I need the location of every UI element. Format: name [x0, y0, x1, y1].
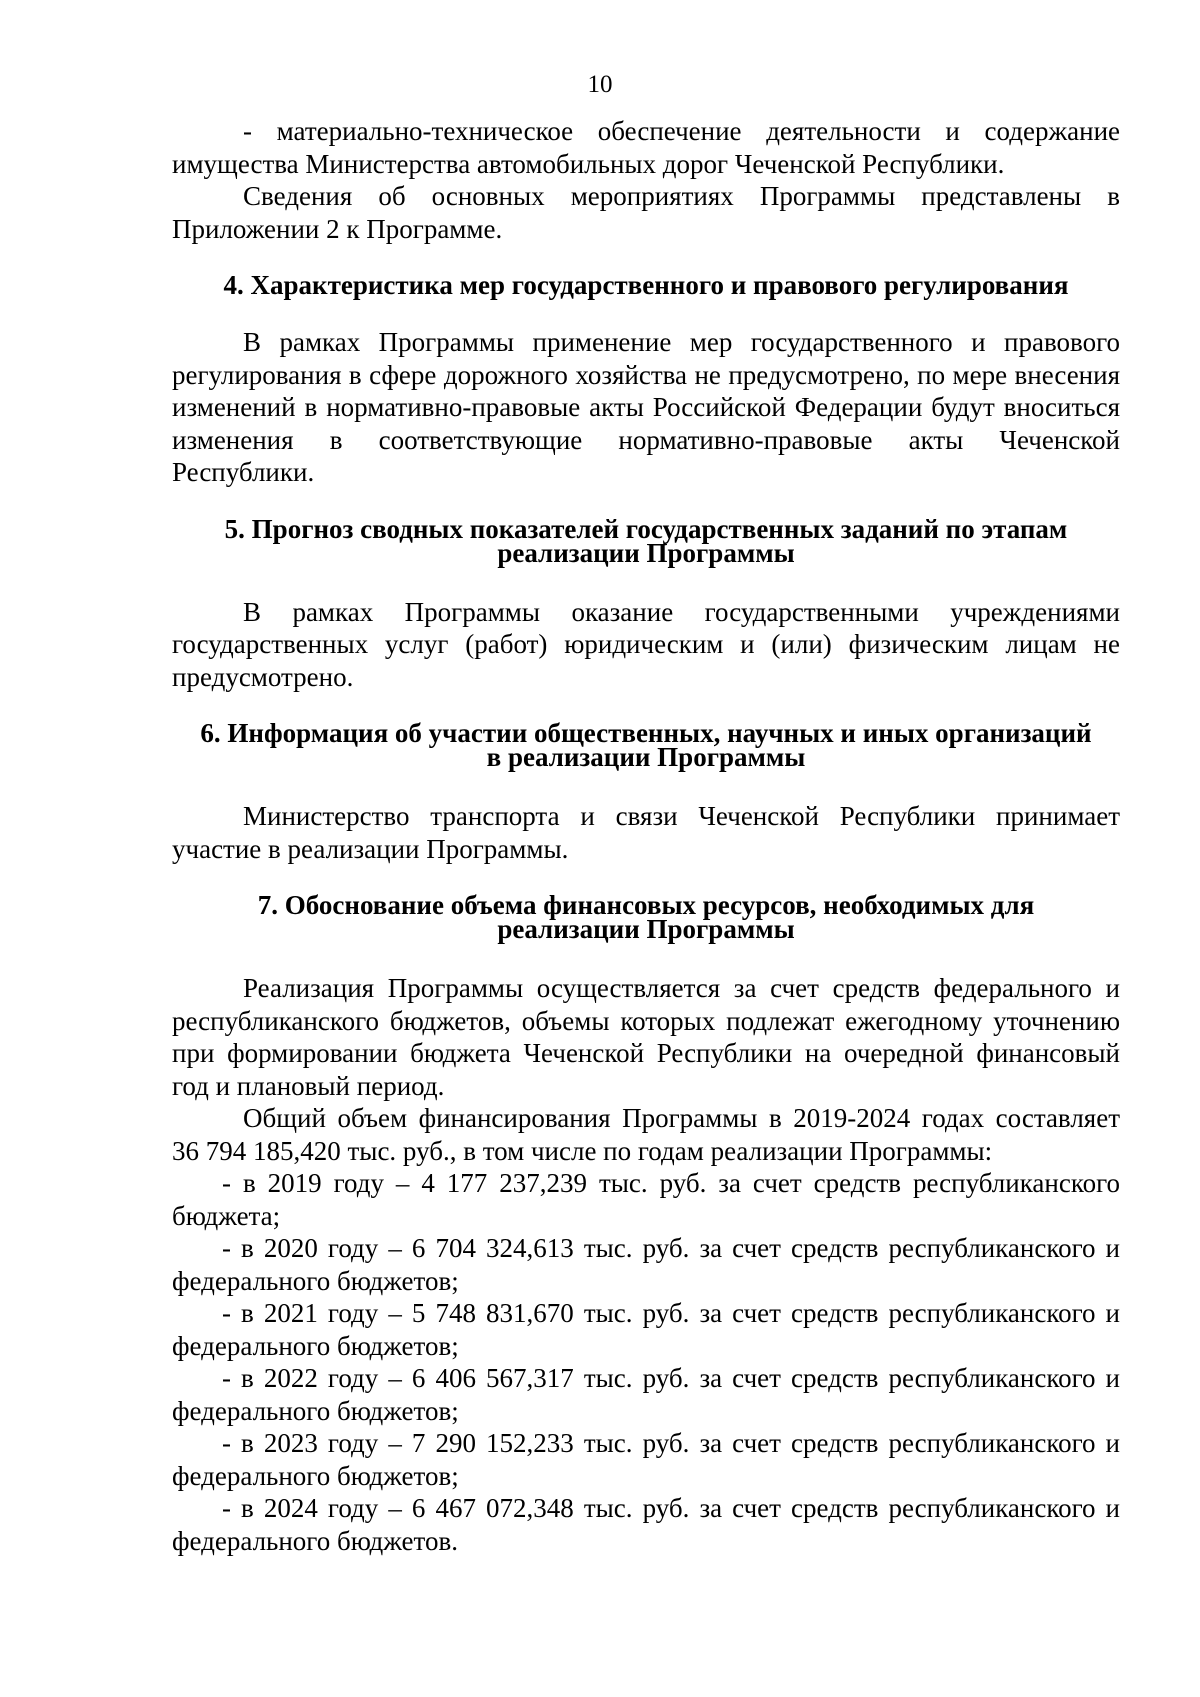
heading-line: реализации Программы [497, 914, 795, 944]
heading-line: 5. Прогноз сводных показателей государственных заданий по этапам [224, 513, 1068, 544]
section-5-heading [172, 513, 1120, 568]
heading-line: 4. Характеристика мер государственного и правового регулирования [223, 270, 1069, 300]
section-4-heading [172, 270, 1120, 300]
funding-year-item: - в 2022 году – 6 406 567,317 тыс. руб. за счет средств республиканского и федерального бюджетов; [172, 1363, 1120, 1426]
heading-line: 7. Обоснование объема финансовых ресурсов, необходимых для [257, 890, 1035, 920]
section-6-heading [172, 718, 1120, 772]
paragraph: В рамках Программы применение мер государственного и правового регулирования в сфере дорожного хозяйства не предусмотрено, по мере внесения изменений в нормативно-правовые акты Российской Федерации будут вноситься изменения в соответствующие нормативно-правовые акты Чеченской Республики. [172, 327, 1120, 487]
paragraph: - материально-техническое обеспечение деятельности и содержание имущества Министерства автомобильных дорог Чеченской Республики. [172, 116, 1120, 179]
funding-year-item: - в 2019 году – 4 177 237,239 тыс. руб. за счет средств республиканского бюджета; [172, 1168, 1120, 1231]
heading-line: в реализации Программы [486, 742, 806, 772]
paragraph: Общий объем финансирования Программы в 2019-2024 годах составляет 36 794 185,420 тыс. руб., в том числе по годам реализации Программы: [172, 1103, 1120, 1166]
paragraph: Сведения об основных мероприятиях Программы представлены в Приложении 2 к Программе. [172, 181, 1120, 244]
section-7-heading [172, 890, 1120, 944]
document-body [172, 115, 1120, 1557]
heading-line: реализации Программы [497, 537, 795, 568]
funding-year-item: - в 2021 году – 5 748 831,670 тыс. руб. за счет средств республиканского и федерального бюджетов; [172, 1298, 1120, 1361]
paragraph: Реализация Программы осуществляется за счет средств федерального и республиканского бюджетов, объемы которых подлежат ежегодному уточнению при формировании бюджета Чеченской Республики на очередной финансовый год и плановый период. [172, 973, 1120, 1101]
page-number: 10 [587, 71, 613, 98]
paragraph: Министерство транспорта и связи Чеченской Республики принимает участие в реализации Программы. [172, 801, 1120, 864]
heading-line: 6. Информация об участии общественных, научных и иных организаций [200, 718, 1092, 748]
funding-year-item: - в 2023 году – 7 290 152,233 тыс. руб. за счет средств республиканского и федерального бюджетов; [172, 1428, 1120, 1491]
paragraph: В рамках Программы оказание государственными учреждениями государственных услуг (работ) юридическим и (или) физическим лицам не предусмотрено. [172, 596, 1120, 692]
funding-year-item: - в 2024 году – 6 467 072,348 тыс. руб. за счет средств республиканского и федерального бюджетов. [172, 1493, 1120, 1556]
funding-year-item: - в 2020 году – 6 704 324,613 тыс. руб. за счет средств республиканского и федерального бюджетов; [172, 1233, 1120, 1296]
